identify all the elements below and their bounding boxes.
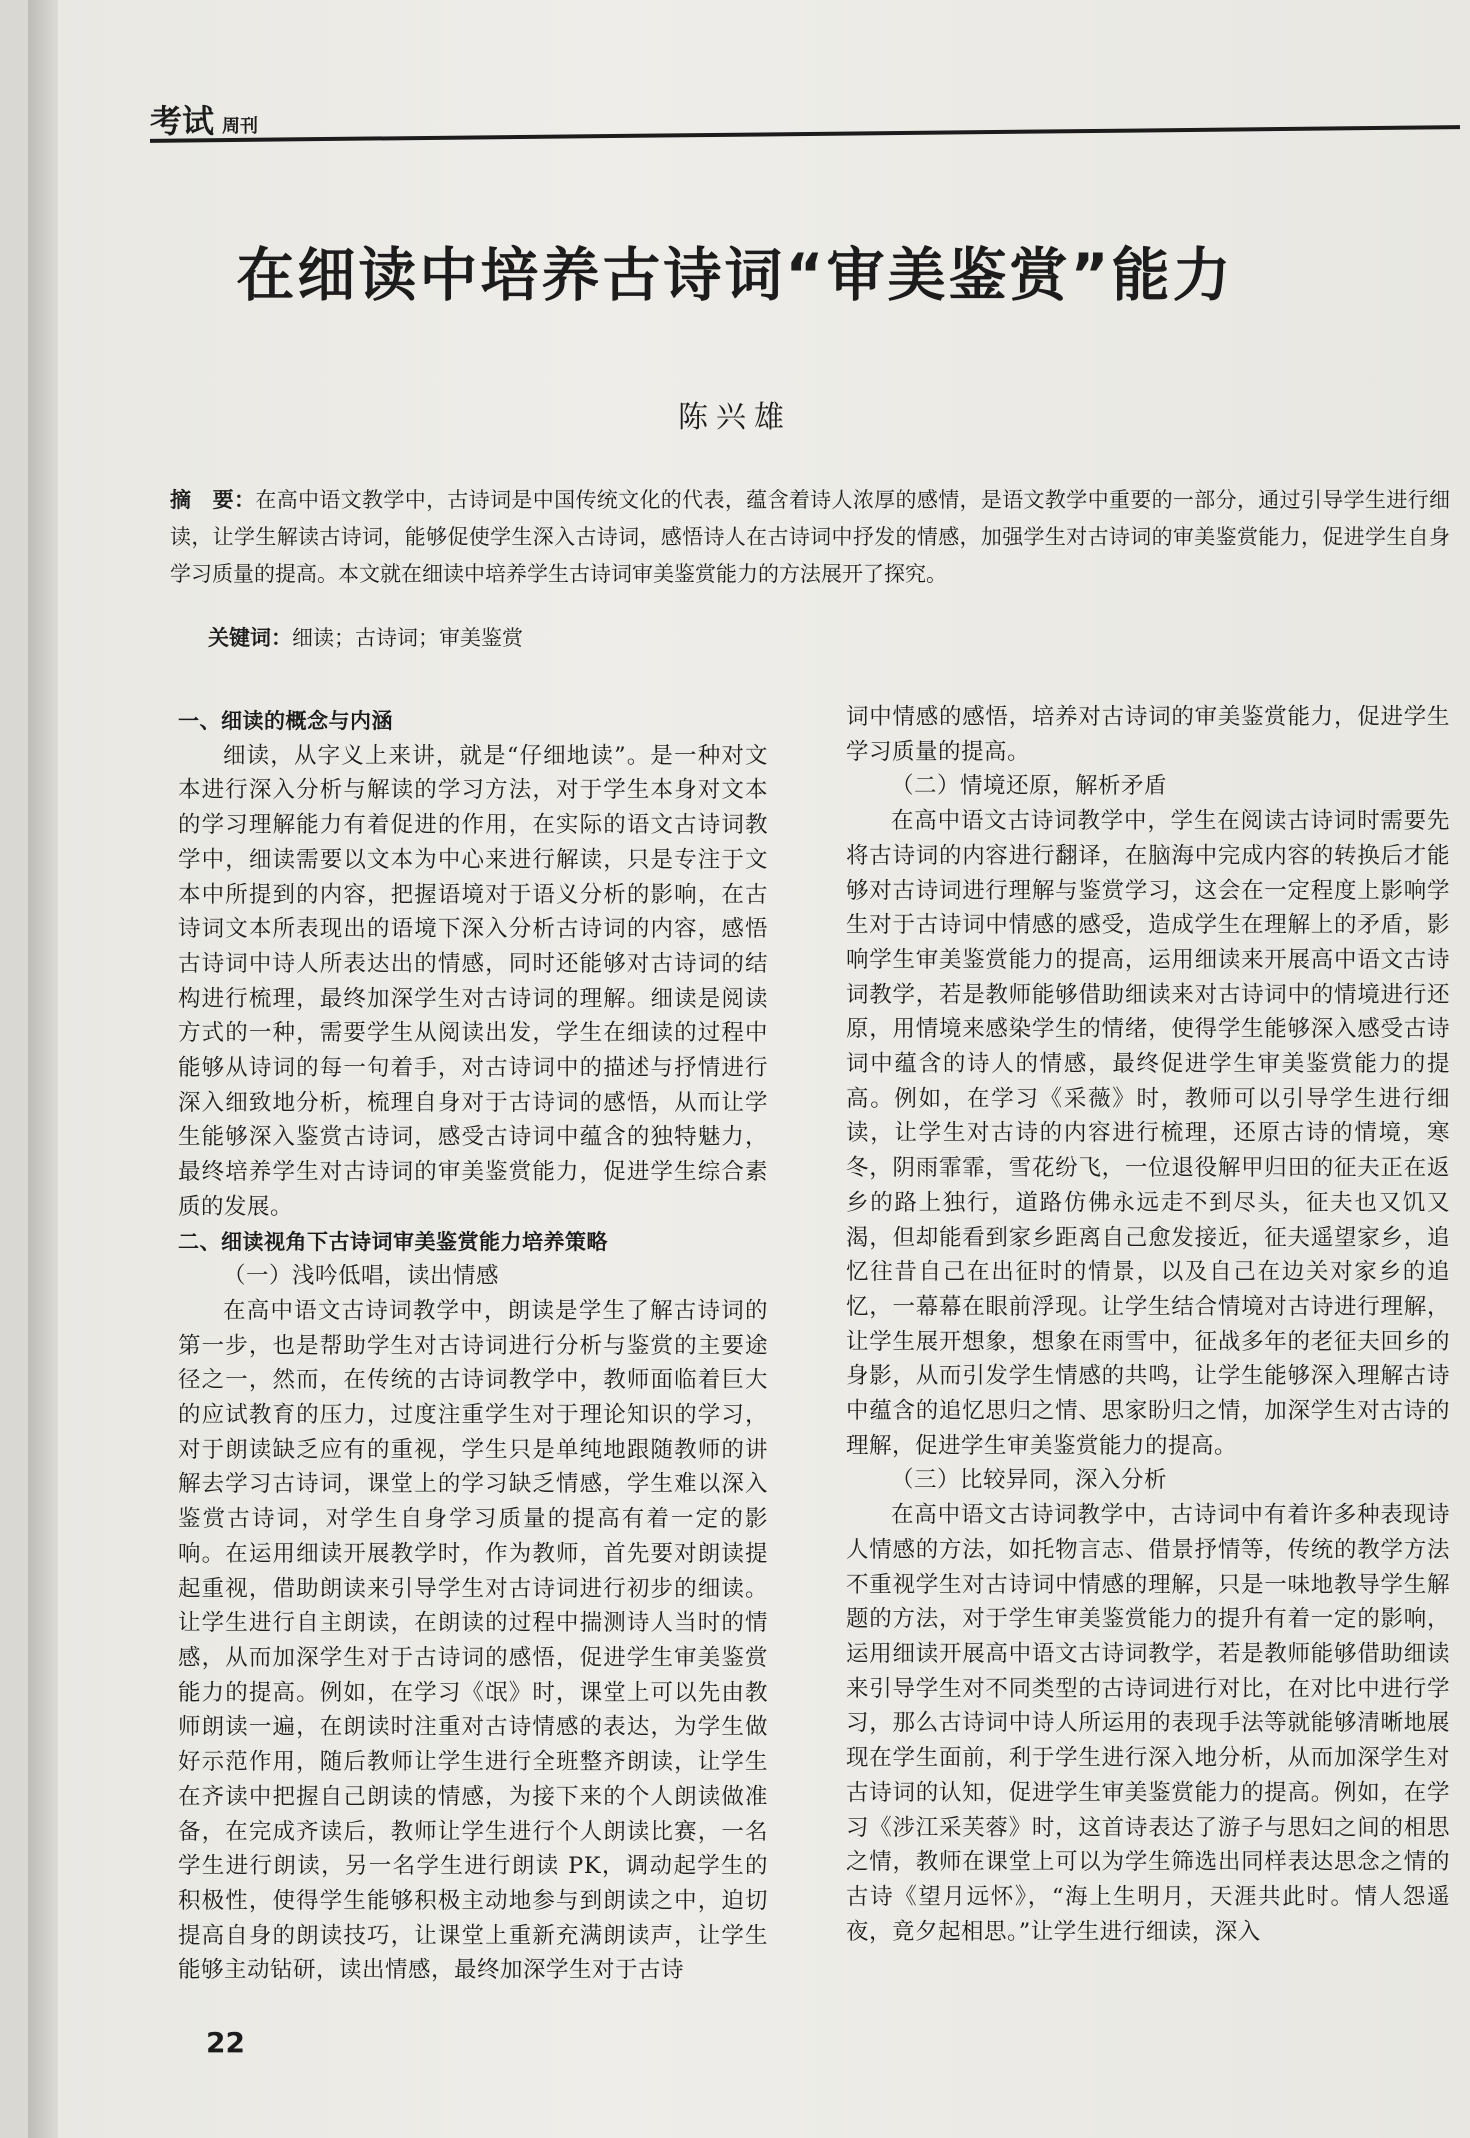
left-column [178, 704, 768, 1988]
subsection-heading-3: （三）比较异同，深入分析 [891, 1467, 1168, 1494]
subsection-heading-1: （一）浅吟低唱，读出情感 [223, 1263, 500, 1290]
paragraph-continued: 词中情感的感悟，培养对古诗词的审美鉴赏能力，促进学生学习质量的提高。 [846, 704, 1450, 765]
paragraph: 在高中语文古诗词教学中，学生在阅读古诗词时需要先将古诗词的内容进行翻译，在脑海中完成内容的转换后才能够对古诗词进行理解与鉴赏学习，这会在一定程度上影响学生对于古诗词中情感的感受，造成学生在理解上的矛盾，影响学生审美鉴赏能力的提高，运用细读来开展高中语文古诗词教学，若是教师能够借助细读来对古诗词中的情境进行还原，用情境来感染学生的情绪，使得学生能够深入感受古诗词中蕴含的诗人的情感，最终促进学生审美鉴赏能力的提高。例如，在学习《采薇》时，教师可以引导学生进行细读，让学生对古诗的内容进行梳理，还原古诗的情境，寒冬，阴雨霏霏，雪花纷飞，一位退役解甲归田的征夫正在返乡的路上独行，道路仿佛永远走不到尽头，征夫也又饥又渴，但却能看到家乡距离自己愈发接近，征夫遥望家乡，追忆往昔自己在出征时的情景，以及自己在边关对家乡的追忆，一幕幕在眼前浮现。让学生结合情境对古诗进行理解，让学生展开想象，想象在雨雪中，征战多年的老征夫回乡的身影，从而引发学生情感的共鸣，让学生能够深入理解古诗中蕴含的追忆思归之情、思家盼归之情，加深学生对古诗的理解，促进学生审美鉴赏能力的提高。 [846, 808, 1450, 1459]
keywords-text: 细读；古诗词；审美鉴赏 [292, 626, 523, 650]
article-author: 陈兴雄 [678, 400, 792, 435]
section-heading-1: 一、细读的概念与内涵 [178, 709, 393, 733]
section-heading-2: 二、细读视角下古诗词审美鉴赏能力培养策略 [178, 1229, 608, 1254]
page-edge-shadow [28, 0, 58, 2138]
journal-header [150, 96, 258, 142]
subsection-heading-2: （二）情境还原，解析矛盾 [891, 773, 1168, 800]
paragraph: 在高中语文古诗词教学中，古诗词中有着许多种表现诗人情感的方法，如托物言志、借景抒情等，传统的教学方法不重视学生对古诗词中情感的理解，只是一味地教导学生解题的方法，对于学生审美鉴赏能力的提升有着一定的影响，运用细读开展高中语文古诗词教学，若是教师能够借助细读来引导学生对不同类型的古诗词进行对比，在对比中进行学习，那么古诗词中诗人所运用的表现手法等就能够清晰地展现在学生面前，利于学生进行深入地分析，从而加深学生对古诗词的认知，促进学生审美鉴赏能力的提高。例如，在学习《涉江采芙蓉》时，这首诗表达了游子与思妇之间的相思之情，教师在课堂上可以为学生筛选出同样表达思念之情的古诗《望月远怀》，“海上生明月，天涯共此时。情人怨遥夜，竟夕起相思。”让学生进行细读，深入 [846, 1502, 1450, 1945]
abstract-text: 在高中语文教学中，古诗词是中国传统文化的代表，蕴含着诗人浓厚的感情，是语文教学中重要的一部分，通过引导学生进行细读，让学生解读古诗词，能够促使学生深入古诗词，感悟诗人在古诗词中抒发的情感，加强学生对古诗词的审美鉴赏能力，促进学生自身学习质量的提高。本文就在细读中培养学生古诗词审美鉴赏能力的方法展开了探究。 [170, 488, 1450, 586]
article-title: 在细读中培养古诗词“审美鉴赏”能力 [236, 241, 1234, 309]
paragraph: 在高中语文古诗词教学中，朗读是学生了解古诗词的第一步，也是帮助学生对古诗词进行分析与鉴赏的主要途径之一，然而，在传统的古诗词教学中，教师面临着巨大的应试教育的压力，过度注重学生对于理论知识的学习，对于朗读缺乏应有的重视，学生只是单纯地跟随教师的讲解去学习古诗词，课堂上的学习缺乏情感，学生难以深入鉴赏古诗词，对学生自身学习质量的提高有着一定的影响。在运用细读开展教学时，作为教师，首先要对朗读提起重视，借助朗读来引导学生对古诗词进行初步的细读。让学生进行自主朗读，在朗读的过程中揣测诗人当时的情感，从而加深学生对于古诗词的感悟，促进学生审美鉴赏能力的提高。例如，在学习《氓》时，课堂上可以先由教师朗读一遍，在朗读时注重对古诗情感的表达，为学生做好示范作用，随后教师让学生进行全班整齐朗读，让学生在齐读中把握自己朗读的情感，为接下来的个人朗读做准备，在完成齐读后，教师让学生进行个人朗读比赛，一名学生进行朗读，另一名学生进行朗读 PK，调动起学生的积极性，使得学生能够积极主动地参与到朗读之中，迫切提高自身的朗读技巧，让课堂上重新充满朗读声，让学生能够主动钻研，读出情感，最终加深学生对于古诗 [178, 1297, 768, 1984]
right-column [846, 700, 1450, 1949]
keywords [208, 622, 523, 652]
keywords-label: 关键词： [208, 626, 292, 650]
paragraph: 细读，从字义上来讲，就是“仔细地读”。是一种对文本进行深入分析与解读的学习方法，对于学生本身对文本的学习理解能力有着促进的作用，在实际的语文古诗词教学中，细读需要以文本为中心来进行解读，只是专注于文本中所提到的内容，把握语境对于语义分析的影响，在古诗词文本所表现出的语境下深入分析古诗词的内容，感悟古诗词中诗人所表达出的情感，同时还能够对古诗词的结构进行梳理，最终加深学生对古诗词的理解。细读是阅读方式的一种，需要学生从阅读出发，学生在细读的过程中能够从诗词的每一句着手，对古诗词中的描述与抒情进行深入细致地分析，梳理自身对于古诗词的感悟，从而让学生能够深入鉴赏古诗词，感受古诗词中蕴含的独特魅力，最终培养学生对古诗词的审美鉴赏能力，促进学生综合素质的发展。 [178, 742, 768, 1220]
page-number: 22 [206, 2026, 245, 2059]
journal-name: 考试 [150, 102, 215, 140]
journal-issue-type: 周刊 [222, 116, 259, 137]
abstract [170, 482, 1450, 593]
abstract-label: 摘 要： [170, 488, 256, 512]
